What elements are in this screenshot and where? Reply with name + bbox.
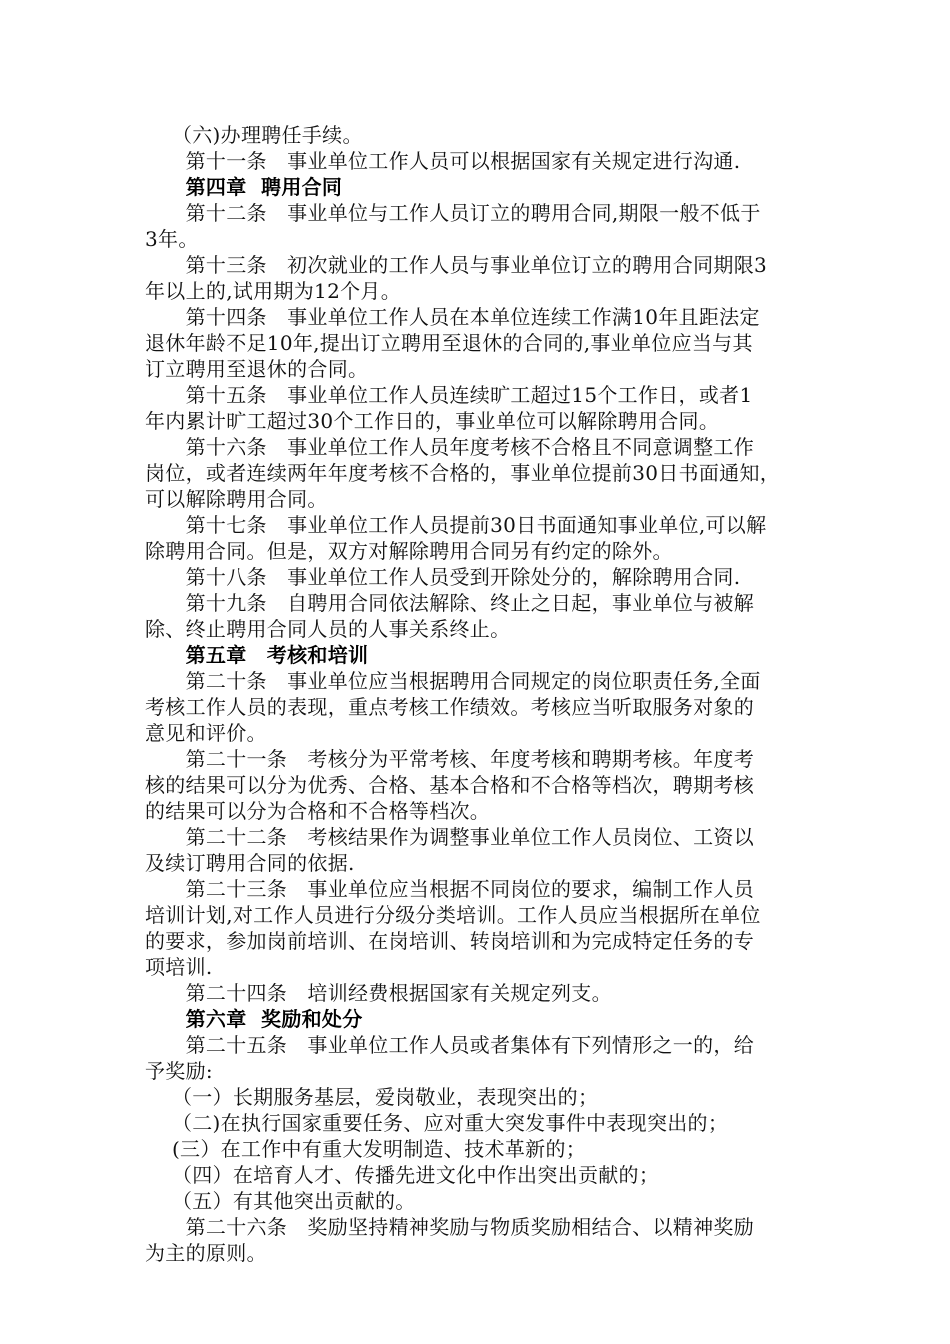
text-line: 第十一条 事业单位工作人员可以根据国家有关规定进行沟通.	[145, 149, 741, 173]
text-line: （一）长期服务基层，爱岗敬业，表现突出的；	[145, 1085, 599, 1109]
text-line: 退休年龄不足10年,提出订立聘用至退休的合同的,事业单位应当与其	[145, 331, 753, 355]
text-line: 的结果可以分为合格和不合格等档次。	[145, 799, 491, 823]
text-line: 第十二条 事业单位与工作人员订立的聘用合同,期限一般不低于	[145, 201, 761, 225]
text-line: 第二十六条 奖励坚持精神奖励与物质奖励相结合、以精神奖励	[145, 1215, 754, 1239]
text-line: （二)在执行国家重要任务、应对重大突发事件中表现突出的；	[145, 1111, 729, 1135]
text-line: 除、终止聘用合同人员的人事关系终止。	[145, 617, 511, 641]
text-line: 第十九条 自聘用合同依法解除、终止之日起，事业单位与被解	[145, 591, 754, 615]
text-line: 考核工作人员的表现，重点考核工作绩效。考核应当听取服务对象的	[145, 695, 754, 719]
text-line: 年内累计旷工超过30个工作日的，事业单位可以解除聘用合同。	[145, 409, 720, 433]
text-line: 3年。	[145, 227, 199, 251]
text-line: （五）有其他突出贡献的。	[145, 1189, 416, 1213]
text-line: 第十三条 初次就业的工作人员与事业单位订立的聘用合同期限3	[145, 253, 768, 277]
text-line: 第十八条 事业单位工作人员受到开除处分的，解除聘用合同.	[145, 565, 741, 589]
text-line: 第十五条 事业单位工作人员连续旷工超过15个工作日，或者1	[145, 383, 753, 407]
text-line: 为主的原则。	[145, 1241, 267, 1265]
text-line: 第十六条 事业单位工作人员年度考核不合格且不同意调整工作	[145, 435, 754, 459]
text-line: 年以上的,试用期为12个月。	[145, 279, 402, 303]
text-line: 订立聘用至退休的合同。	[145, 357, 369, 381]
text-line: 的要求，参加岗前培训、在岗培训、转岗培训和为完成特定任务的专	[145, 929, 754, 953]
text-line: （六)办理聘任手续。	[145, 123, 363, 147]
text-line: （四）在培育人才、传播先进文化中作出突出贡献的；	[145, 1163, 660, 1187]
text-line: 予奖励:	[145, 1059, 213, 1083]
text-line: 岗位，或者连续两年年度考核不合格的，事业单位提前30日书面通知，	[145, 461, 781, 485]
text-line: 除聘用合同。但是，双方对解除聘用合同另有约定的除外。	[145, 539, 673, 563]
text-line: 项培训.	[145, 955, 213, 979]
text-line: 第十四条 事业单位工作人员在本单位连续工作满10年且距法定	[145, 305, 760, 329]
text-line: 核的结果可以分为优秀、合格、基本合格和不合格等档次，聘期考核	[145, 773, 754, 797]
text-line: (三）在工作中有重大发明制造、技术革新的；	[145, 1137, 587, 1161]
text-line: 第二十二条 考核结果作为调整事业单位工作人员岗位、工资以	[145, 825, 754, 849]
text-line: 及续订聘用合同的依据.	[145, 851, 355, 875]
text-line: 第十七条 事业单位工作人员提前30日书面通知事业单位,可以解	[145, 513, 767, 537]
text-line: 可以解除聘用合同。	[145, 487, 328, 511]
text-line: 第二十五条 事业单位工作人员或者集体有下列情形之一的，给	[145, 1033, 754, 1057]
text-line: 第二十四条 培训经费根据国家有关规定列支。	[145, 981, 612, 1005]
text-line: 第二十三条 事业单位应当根据不同岗位的要求，编制工作人员	[145, 877, 754, 901]
chapter-heading: 第四章 聘用合同	[145, 175, 343, 199]
text-line: 培训计划,对工作人员进行分级分类培训。工作人员应当根据所在单位	[145, 903, 761, 927]
chapter-heading: 第五章 考核和培训	[145, 643, 369, 667]
chapter-heading: 第六章 奖励和处分	[145, 1007, 363, 1031]
text-line: 第二十条 事业单位应当根据聘用合同规定的岗位职责任务,全面	[145, 669, 761, 693]
text-line: 意见和评价。	[145, 721, 267, 745]
text-line: 第二十一条 考核分为平常考核、年度考核和聘期考核。年度考	[145, 747, 754, 771]
